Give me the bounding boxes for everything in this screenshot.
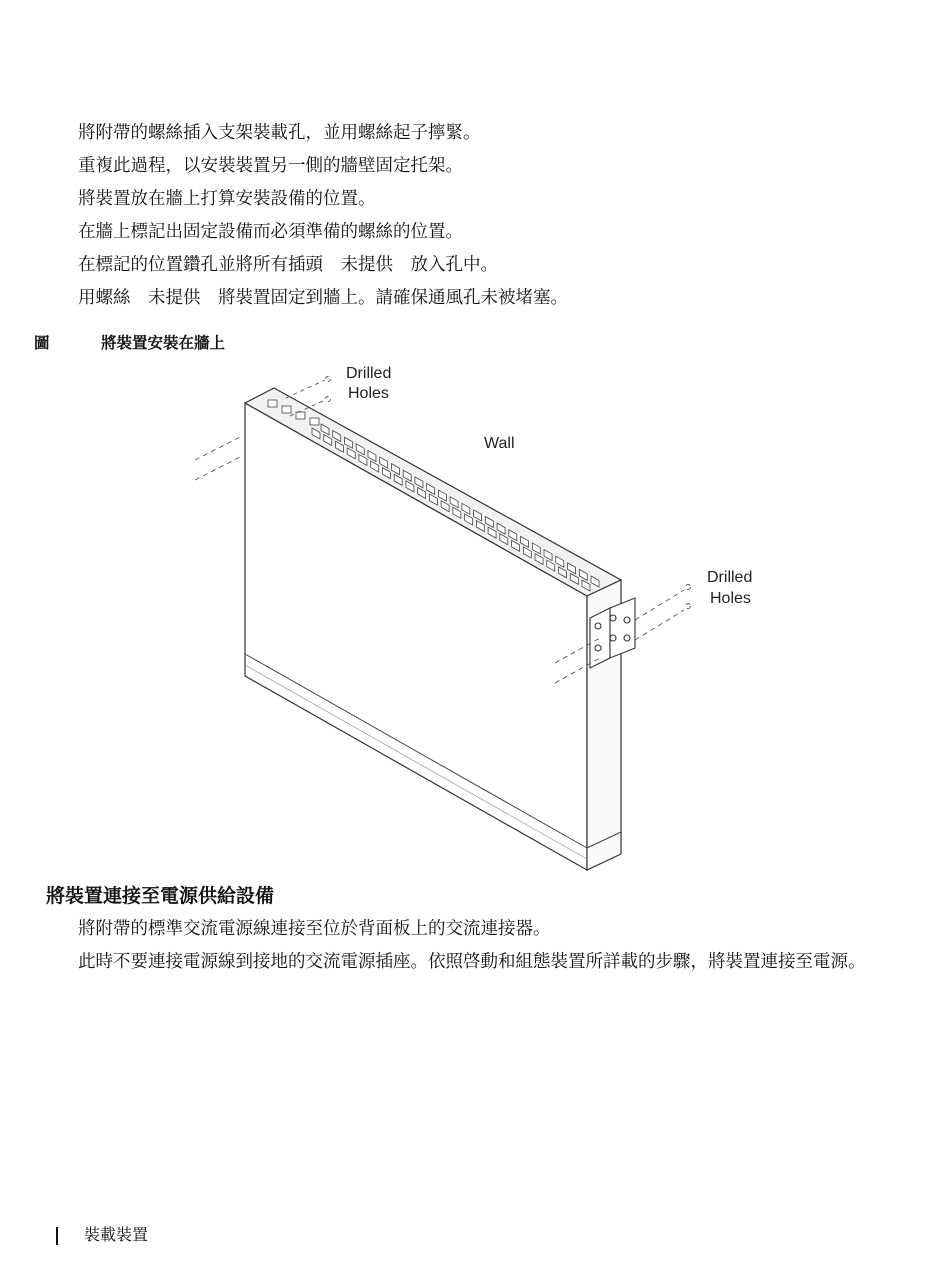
wall-mount-illustration [190,358,760,873]
step-item: 將裝置放在牆上打算安裝設備的位置。 [78,189,376,209]
figure-caption [34,331,225,353]
page-footer [56,1222,148,1245]
drilled-holes-label-right: Drilled [707,569,753,586]
drilled-holes-label-top: Drilled [346,365,392,382]
step-item: 在標記的位置鑽孔並將所有插頭 未提供 放入孔中。 [78,255,498,275]
figure-prefix: 圖 [34,334,50,352]
step-item: 用螺絲 未提供 將裝置固定到牆上。請確保通風孔未被堵塞。 [78,288,568,308]
section-heading: 將裝置連接至電源供給設備 [46,885,275,907]
step-item: 在牆上標記出固定設備而必須準備的螺絲的位置。 [78,222,463,242]
paragraph: 此時不要連接電源線到接地的交流電源插座。依照啓動和組態裝置所詳載的步驟，將裝置連接至電源。 [78,952,866,972]
footer-title: 裝載裝置 [84,1225,149,1244]
paragraph: 將附帶的標準交流電源線連接至位於背面板上的交流連接器。 [78,919,551,939]
figure-title: 將裝置安裝在牆上 [101,334,226,352]
screw-guide-lines-left [195,436,242,480]
step-item: 重複此過程，以安裝裝置另一側的牆壁固定托架。 [78,156,463,176]
footer-divider [56,1227,58,1245]
drilled-holes-label-right: Holes [710,590,751,607]
step-list [78,117,898,315]
drilled-holes-label-top: Holes [348,385,389,402]
wall-label: Wall [484,435,515,452]
step-item: 將附帶的螺絲插入支架裝載孔，並用螺絲起子擰緊。 [78,123,481,143]
section-body [78,915,918,981]
